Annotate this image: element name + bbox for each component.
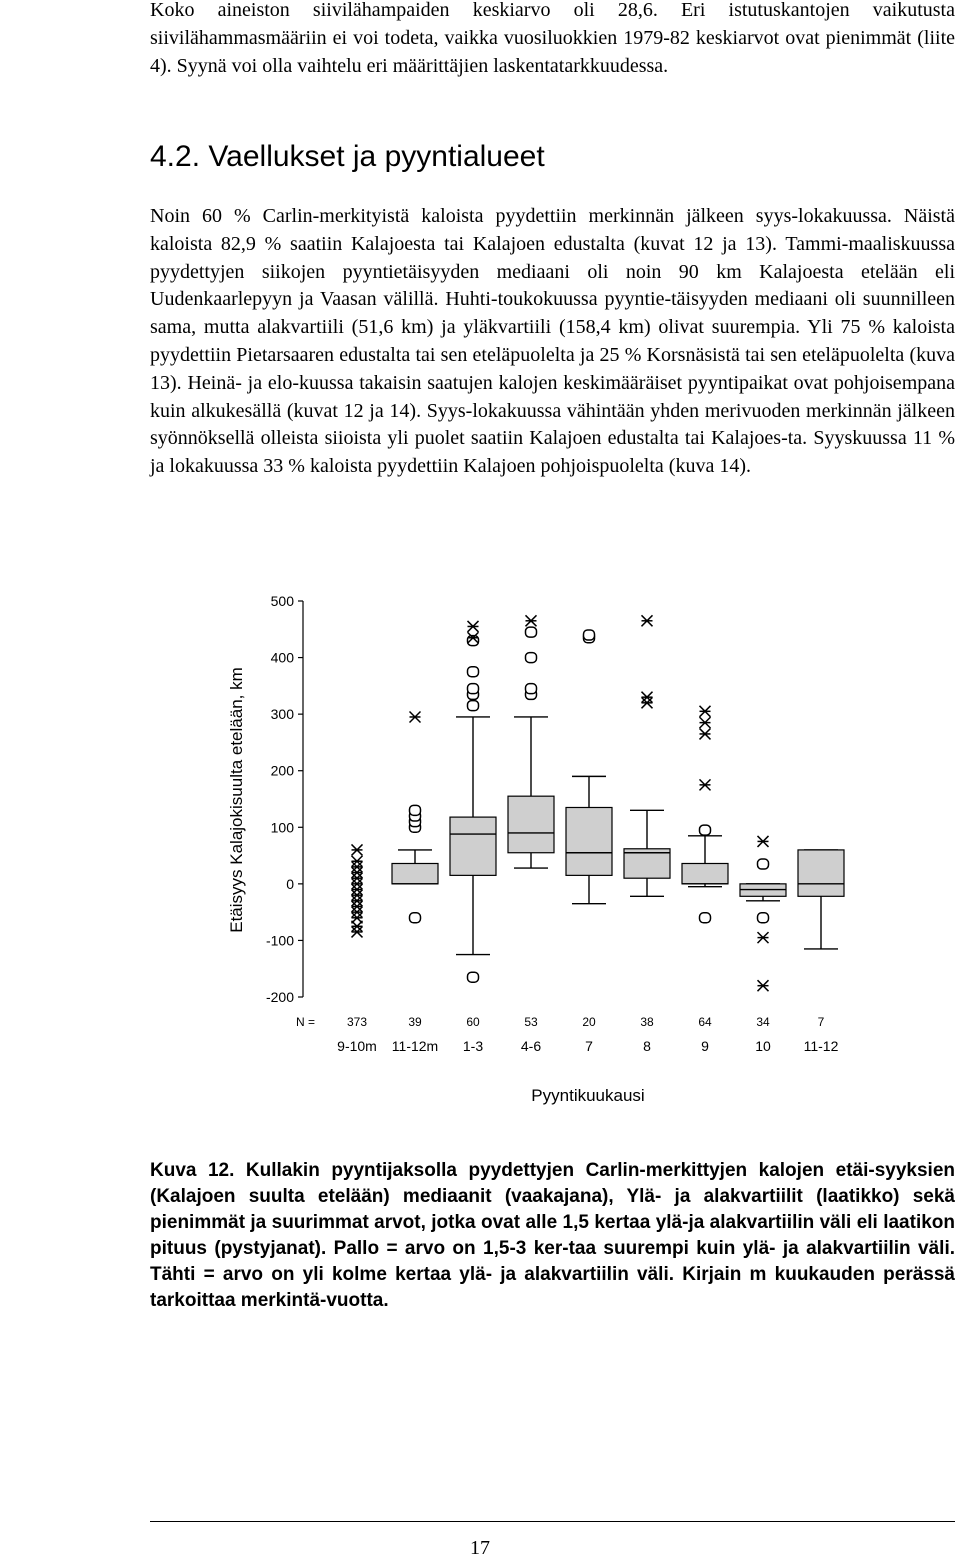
boxes-layer <box>392 717 844 955</box>
category-label: 10 <box>755 1038 771 1054</box>
box-9 <box>682 836 728 887</box>
y-tick-label: -200 <box>265 989 294 1005</box>
box-11-12m <box>392 850 438 884</box>
extreme-marker <box>410 711 421 722</box>
box-11-12 <box>798 850 844 949</box>
outlier-marker <box>700 913 711 923</box>
extreme-marker <box>700 717 711 728</box>
y-tick-label: 0 <box>286 875 294 892</box>
extreme-marker <box>352 895 363 906</box>
outlier-marker <box>410 805 421 815</box>
footer-rule <box>150 1521 955 1522</box>
category-label: 9-10m <box>337 1038 377 1054</box>
extreme-marker <box>700 706 711 717</box>
n-count-label: 39 <box>408 1015 422 1029</box>
n-count-label: 60 <box>466 1015 480 1029</box>
section-heading: 4.2. Vaellukset ja pyyntialueet <box>150 140 545 173</box>
iqr-box <box>392 863 438 883</box>
iqr-box <box>798 850 844 896</box>
extreme-marker <box>642 615 653 626</box>
iqr-box <box>566 807 612 875</box>
y-tick-label: 200 <box>270 762 294 779</box>
extreme-marker <box>352 912 363 923</box>
category-label: 9 <box>701 1038 709 1054</box>
box-10 <box>740 884 786 901</box>
n-label: N = <box>295 1015 315 1029</box>
y-tick-label: 500 <box>270 593 294 609</box>
outlier-marker <box>410 913 421 923</box>
outlier-marker <box>468 684 479 694</box>
extreme-marker <box>352 907 363 918</box>
category-label: 7 <box>585 1038 593 1054</box>
extreme-marker <box>352 856 363 867</box>
n-count-label: 38 <box>640 1015 654 1029</box>
iqr-box <box>508 796 554 853</box>
outlier-marker <box>758 913 769 923</box>
outlier-marker <box>758 859 769 869</box>
category-label: 4-6 <box>520 1038 542 1054</box>
y-tick-label: 400 <box>270 649 294 666</box>
box-1-3 <box>450 717 496 955</box>
extreme-marker <box>352 867 363 878</box>
extreme-marker <box>642 692 653 703</box>
category-label: 11-12 <box>803 1038 839 1054</box>
figure-caption: Kuva 12. Kullakin pyyntijaksolla pyydettyjen Carlin-merkittyjen kalojen etäi-syyksien (Kalajoen suulta etelään) mediaanit (vaakajana), Ylä- ja alakvartiilit (laatikko) sekä pienimmät ja suurimmat arvot, jotka ovat alle 1,5 kertaa ylä-ja alakvartiilin väli eli laatikon pituus (pystyjanat). Pallo = arvo on 1,5-3 ker-taa suurempi kuin ylä- ja alakvartiilin väli. Tähti = arvo on yli kolme kertaa ylä- ja alakvartiilin väli. Kirjain m kuukauden perässä tarkoittaa merkintä-vuotta. <box>150 1160 955 1311</box>
box-8 <box>624 810 670 896</box>
outlier-marker <box>468 701 479 711</box>
n-count-label: 373 <box>346 1015 368 1029</box>
y-axis-label: Etäisyys Kalajokisuulta etelään, km <box>227 667 246 933</box>
iqr-box <box>450 817 496 875</box>
extreme-marker <box>700 728 711 739</box>
outlier-marker <box>584 630 595 640</box>
outlier-marker <box>526 627 537 637</box>
extreme-marker <box>352 878 363 889</box>
x-axis-label: Pyyntikuukausi <box>531 1086 645 1105</box>
box-7 <box>566 776 612 903</box>
extreme-marker <box>352 926 363 937</box>
boxplot-chart <box>0 580 960 1140</box>
extreme-marker <box>352 861 363 872</box>
extreme-marker <box>700 779 711 790</box>
category-label: 1-3 <box>462 1038 484 1054</box>
extreme-marker <box>526 615 537 626</box>
n-count-label: 20 <box>582 1015 596 1029</box>
extreme-marker <box>642 697 653 708</box>
intro-paragraph: Koko aineiston siivilähampaiden keskiarvo oli 28,6. Eri istutuskantojen vaikutusta siivilähammasmääriin ei voi todeta, vaikka vuosiluokkien 1979-82 keskiarvot ovat pienimmät (liite 4). Syynä voi olla vaihtelu eri määrittäjien laskentatarkkuudessa. <box>150 0 955 77</box>
box-4-6 <box>508 717 554 868</box>
outlier-marker <box>468 972 479 982</box>
extreme-marker <box>352 844 363 855</box>
extreme-marker <box>468 621 479 632</box>
outlier-marker <box>468 667 479 677</box>
y-tick-label: -100 <box>265 932 294 949</box>
category-label: 11-12m <box>391 1038 439 1054</box>
extreme-marker <box>352 884 363 895</box>
iqr-box <box>682 863 728 883</box>
extreme-marker <box>758 836 769 847</box>
page-number: 17 <box>470 1537 490 1559</box>
n-count-label: 64 <box>698 1015 712 1029</box>
n-count-label: 53 <box>524 1015 538 1029</box>
outlier-marker <box>526 653 537 663</box>
extreme-marker <box>758 932 769 943</box>
category-label: 8 <box>643 1038 651 1054</box>
outlier-marker <box>526 684 537 694</box>
outlier-marker <box>700 825 711 835</box>
extreme-marker <box>352 890 363 901</box>
points-layer <box>352 615 769 991</box>
extreme-marker <box>352 873 363 884</box>
body-paragraph: Noin 60 % Carlin-merkityistä kaloista pyydettiin merkinnän jälkeen syys-lokakuussa. Näistä kaloista 82,9 % saatiin Kalajoesta tai Kalajoen edustalta (kuvat 12 ja 13). Tammi-maaliskuussa pyydettyjen siikojen pyyntietäisyyden mediaani oli noin 90 km Kalajoesta etelään eli Uudenkaarlepyyn ja Vaasan välillä. Huhti-toukokuussa pyyntie-täisyyden mediaani oli suunnilleen sama, mutta alakvartiili (51,6 km) ja yläkvartiili (158,4 km) olivat suurempia. Yli 75 % kaloista pyydettiin Pietarsaaren edustalta tai sen eteläpuolelta ja 25 % Korsnäsistä tai sen eteläpuolelta (kuva 13). Heinä- ja elo-kuussa takaisin saatujen kalojen keskimääräiset pyyntipaikat ovat pohjoisempana kuin alkukesällä (kuvat 12 ja 14). Syys-lokakuussa vähintään yhden merivuoden merkinnän jälkeen syönnöksellä olleista siioista yli puolet saatiin Kalajoen edustalta tai Kalajoes-ta. Syyskuussa 11 % ja lokakuussa 33 % kaloista pyydettiin Kalajoen pohjoispuolelta (kuva 14). <box>150 205 955 478</box>
extreme-marker <box>352 901 363 912</box>
y-tick-label: 100 <box>270 819 294 836</box>
n-count-label: 34 <box>756 1015 770 1029</box>
n-count-label: 7 <box>817 1015 825 1029</box>
y-tick-label: 300 <box>270 706 294 723</box>
extreme-marker <box>758 980 769 991</box>
